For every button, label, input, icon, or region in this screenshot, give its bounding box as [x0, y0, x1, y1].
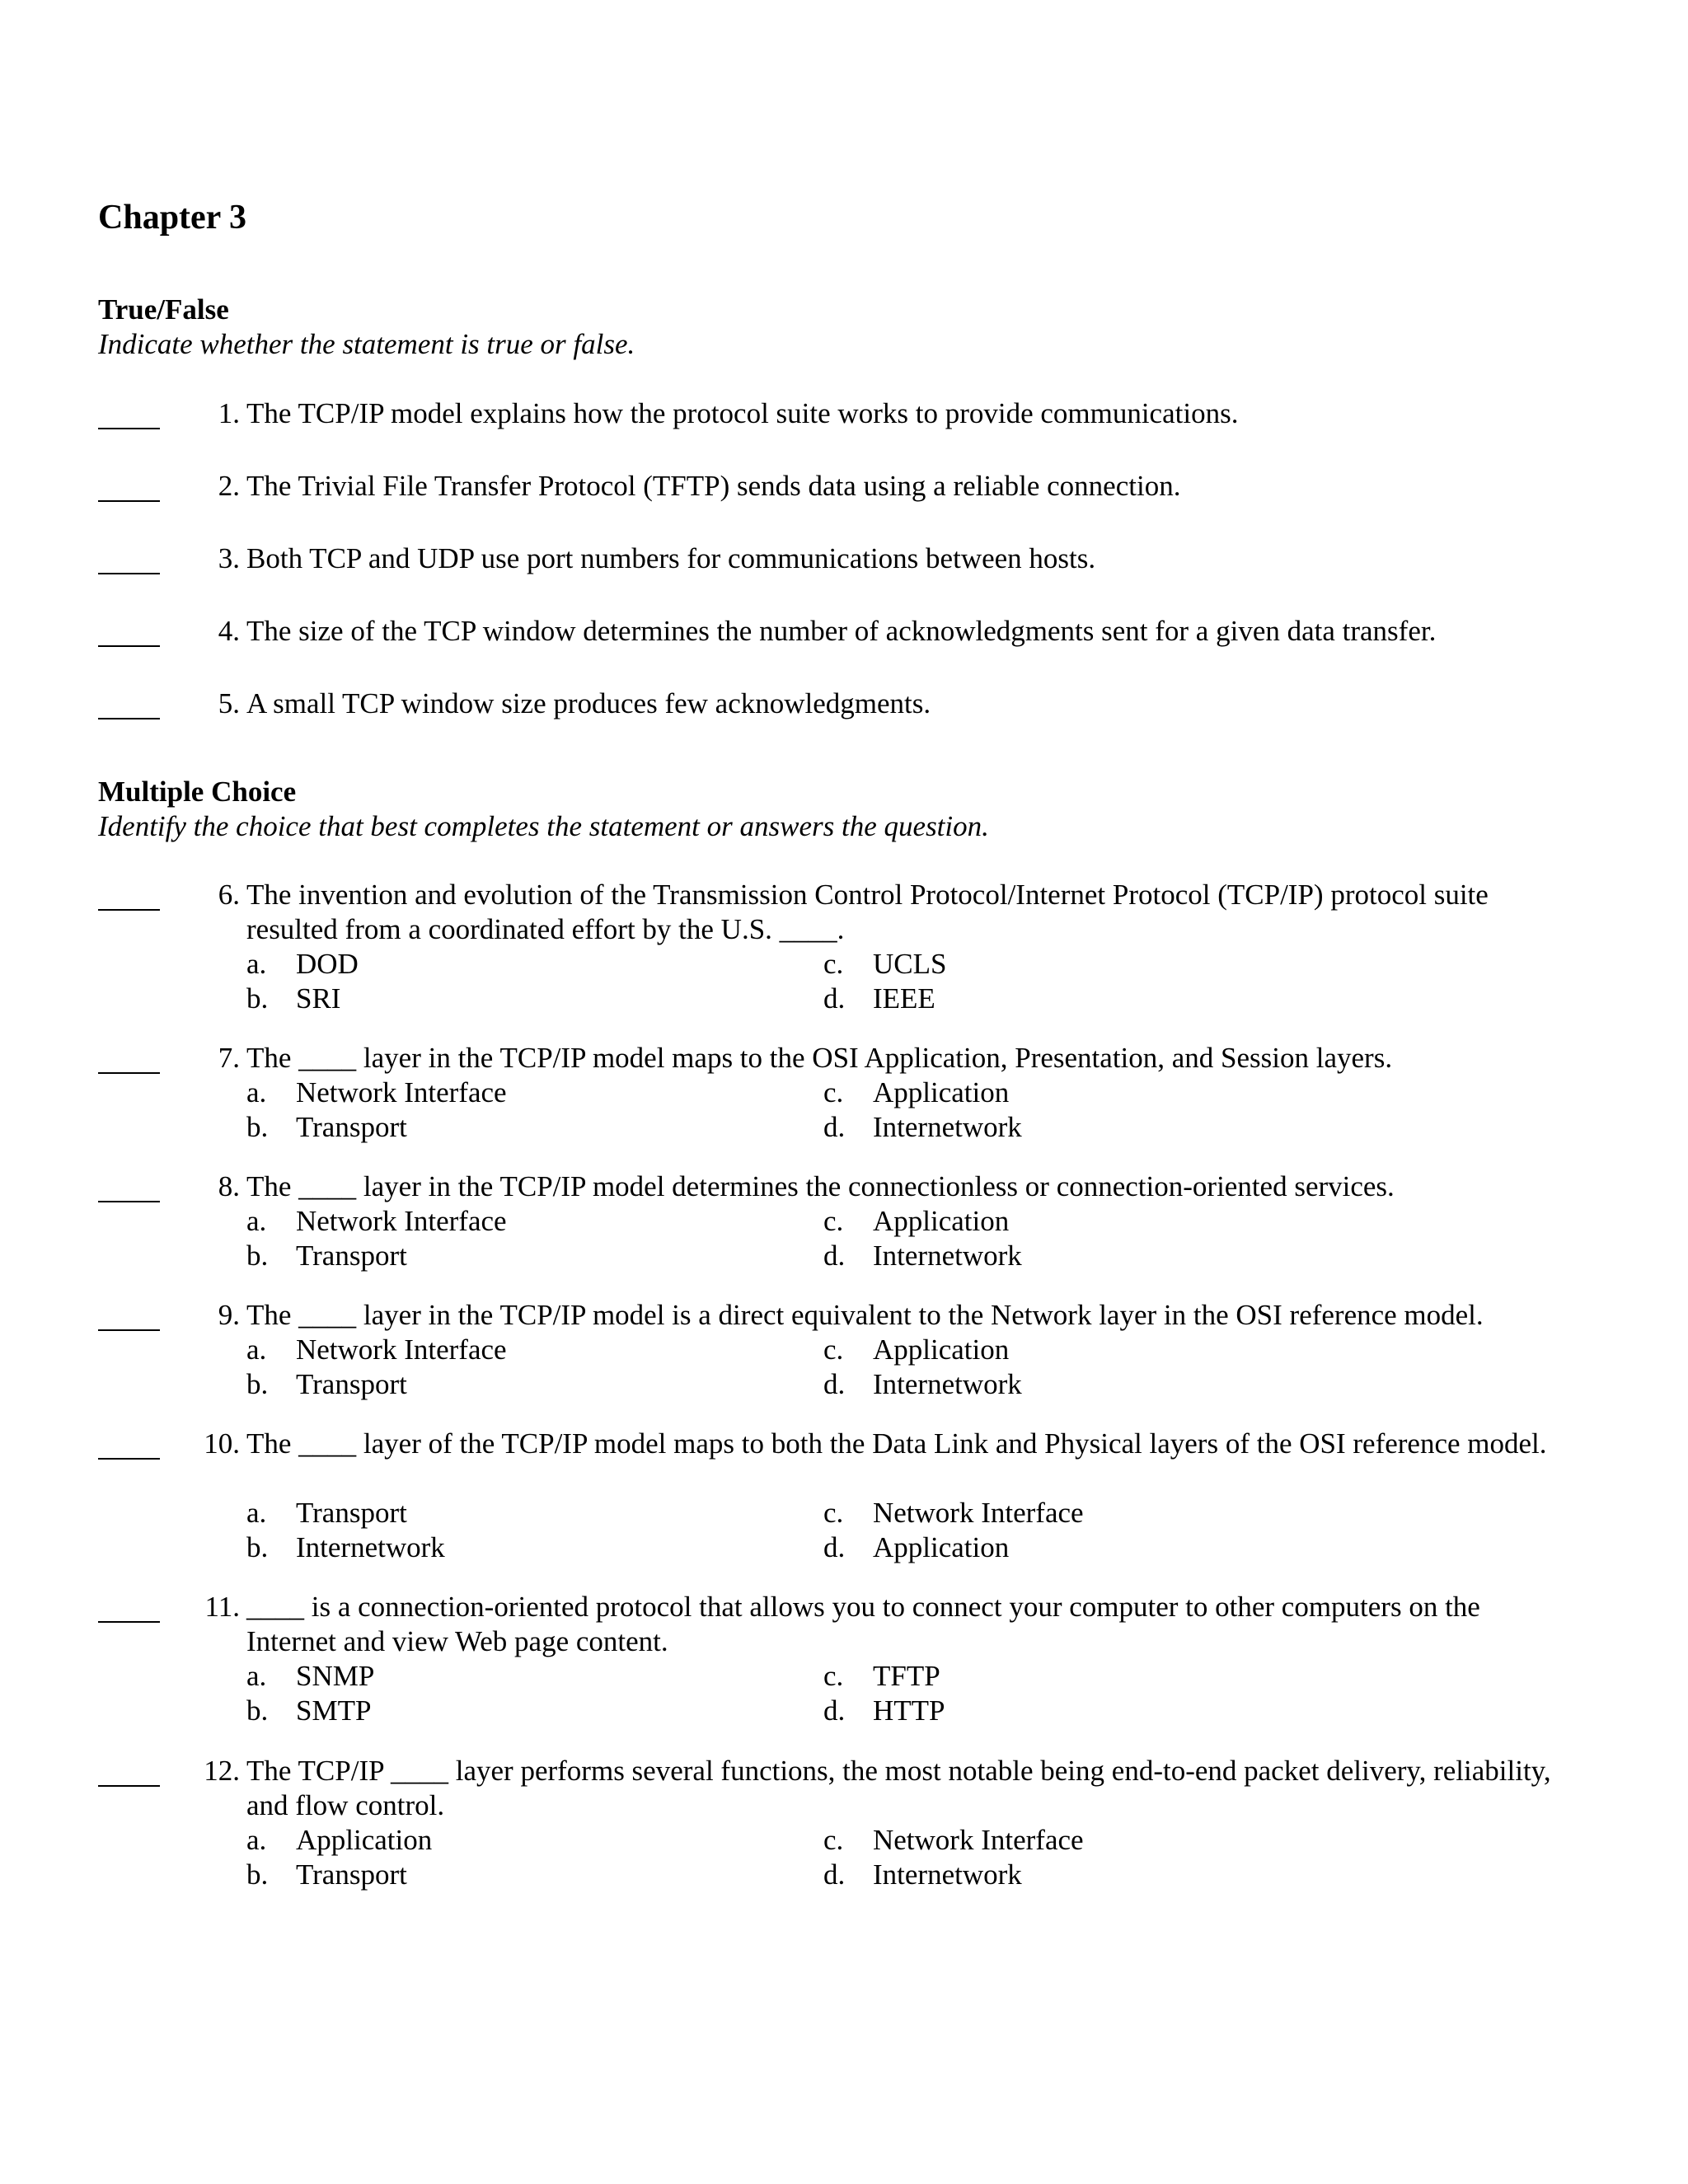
multiple-choice-heading: Multiple Choice	[98, 776, 297, 808]
choice-a[interactable]: a. Network Interface	[246, 1205, 507, 1237]
choice-d[interactable]: d. HTTP	[823, 1694, 945, 1727]
choice-d[interactable]: d. Internetwork	[823, 1240, 1022, 1272]
choice-a[interactable]: a. Network Interface	[246, 1076, 507, 1108]
choice-c[interactable]: c. TFTP	[823, 1660, 940, 1692]
question-text: The TCP/IP ____ layer performs several functions, the most notable being end-to-end packet delivery, reliability, and flow control.	[246, 1755, 1551, 1821]
chapter-title: Chapter 3	[98, 199, 247, 237]
answer-blank[interactable]	[98, 685, 160, 719]
answer-blank[interactable]	[98, 1588, 160, 1623]
choice-d[interactable]: d. Application	[823, 1531, 1010, 1563]
question-text: The ____ layer of the TCP/IP model maps to both the Data Link and Physical layers of the OSI reference model.	[246, 1427, 1547, 1460]
choice-b[interactable]: b. Transport	[246, 1240, 407, 1272]
choice-b[interactable]: b. SMTP	[246, 1694, 372, 1727]
true-false-heading: True/False	[98, 293, 229, 326]
choice-b[interactable]: b. Transport	[246, 1368, 407, 1400]
choice-a[interactable]: a. Application	[246, 1824, 433, 1856]
choice-b[interactable]: b. Internetwork	[246, 1531, 445, 1563]
choice-c[interactable]: c. Application	[823, 1076, 1010, 1108]
question-number: 11.	[204, 1591, 240, 1623]
question-number: 8.	[218, 1170, 240, 1202]
answer-blank[interactable]	[98, 612, 160, 647]
question-number: 9.	[218, 1299, 240, 1331]
multiple-choice-section	[98, 775, 1565, 844]
choice-b[interactable]: b. SRI	[246, 982, 341, 1015]
choice-a[interactable]: a. DOD	[246, 948, 359, 980]
answer-blank[interactable]	[98, 467, 160, 502]
question-number: 7.	[218, 1042, 240, 1074]
question-text: The ____ layer in the TCP/IP model is a direct equivalent to the Network layer in the OSI reference model.	[246, 1299, 1484, 1331]
question-text: The ____ layer in the TCP/IP model determines the connectionless or connection-oriented services.	[246, 1170, 1395, 1202]
answer-blank[interactable]	[98, 1296, 160, 1331]
answer-blank[interactable]	[98, 876, 160, 911]
answer-blank[interactable]	[98, 1039, 160, 1074]
multiple-choice-instruction: Identify the choice that best completes the statement or answers the question.	[98, 810, 989, 842]
question-text: The TCP/IP model explains how the protocol suite works to provide communications.	[246, 397, 1239, 429]
question-number: 10.	[204, 1427, 240, 1460]
question-number: 5.	[218, 687, 240, 719]
question-number: 4.	[218, 615, 240, 647]
answer-blank[interactable]	[98, 1168, 160, 1202]
choice-c[interactable]: c. Network Interface	[823, 1824, 1084, 1856]
question-number: 2.	[218, 470, 240, 502]
question-text: The ____ layer in the TCP/IP model maps to the OSI Application, Presentation, and Session layers.	[246, 1042, 1393, 1074]
question-text: A small TCP window size produces few acknowledgments.	[246, 687, 931, 719]
question-text: The size of the TCP window determines the number of acknowledgments sent for a given data transfer.	[246, 615, 1437, 647]
true-false-instruction: Indicate whether the statement is true or false.	[98, 328, 635, 360]
choice-d[interactable]: d. Internetwork	[823, 1858, 1022, 1891]
choice-a[interactable]: a. Network Interface	[246, 1333, 507, 1366]
question-number: 12.	[204, 1755, 240, 1787]
answer-blank[interactable]	[98, 1425, 160, 1460]
choice-d[interactable]: d. IEEE	[823, 982, 935, 1015]
true-false-section	[98, 293, 1565, 362]
answer-blank[interactable]	[98, 395, 160, 429]
question-text: The Trivial File Transfer Protocol (TFTP) sends data using a reliable connection.	[246, 470, 1181, 502]
choice-c[interactable]: c. UCLS	[823, 948, 947, 980]
question-number: 6.	[218, 879, 240, 911]
choice-a[interactable]: a. Transport	[246, 1497, 407, 1529]
question-text: The invention and evolution of the Transmission Control Protocol/Internet Protocol (TCP/IP) protocol suite resulted from a coordinated effort by the U.S. ____.	[246, 879, 1489, 945]
choice-a[interactable]: a. SNMP	[246, 1660, 375, 1692]
choice-c[interactable]: c. Network Interface	[823, 1497, 1084, 1529]
choice-b[interactable]: b. Transport	[246, 1111, 407, 1143]
choice-c[interactable]: c. Application	[823, 1333, 1010, 1366]
question-text: Both TCP and UDP use port numbers for communications between hosts.	[246, 542, 1096, 574]
question-text: ____ is a connection-oriented protocol that allows you to connect your computer to other computers on the Internet and view Web page content.	[246, 1591, 1480, 1657]
answer-blank[interactable]	[98, 540, 160, 574]
choice-d[interactable]: d. Internetwork	[823, 1111, 1022, 1143]
question-number: 3.	[218, 542, 240, 574]
question-number: 1.	[218, 397, 240, 429]
answer-blank[interactable]	[98, 1752, 160, 1787]
choice-c[interactable]: c. Application	[823, 1205, 1010, 1237]
choice-d[interactable]: d. Internetwork	[823, 1368, 1022, 1400]
choice-b[interactable]: b. Transport	[246, 1858, 407, 1891]
